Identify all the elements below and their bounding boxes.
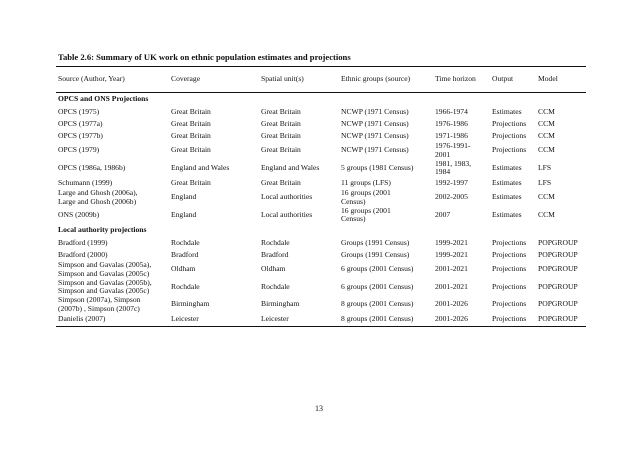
cell-time-horizon: 2001-2026 (433, 314, 490, 327)
cell-ethnic-groups: 5 groups (1981 Census) (341, 162, 414, 172)
cell-source: Bradford (1999) (58, 237, 108, 247)
cell-spatial-units: Great Britain (261, 177, 301, 187)
cell-coverage: Bradford (171, 249, 199, 259)
column-header-output: Output (490, 67, 536, 93)
table-row (56, 130, 586, 142)
cell-source: OPCS (1977b) (58, 130, 103, 140)
table-row (56, 142, 586, 160)
page-number: 13 (315, 404, 323, 413)
cell-model: POPGROUP (538, 264, 578, 274)
table-row (56, 118, 586, 130)
cell-source: Simpson and Gavalas (2005a), Simpson and Gavalas (2005c) (58, 260, 152, 278)
cell-time-horizon: 2001-2021 (435, 281, 468, 291)
cell-output: Projections (492, 145, 527, 155)
cell-spatial-units: Great Britain (261, 106, 301, 116)
cell-output: Estimates (492, 177, 522, 187)
table-row (56, 296, 586, 314)
cell-time-horizon: 2001-2026 (435, 299, 468, 309)
cell-coverage: Great Britain (171, 130, 211, 140)
cell-ethnic-groups: 8 groups (2001 Census) (341, 299, 414, 309)
cell-spatial-units: Leicester (259, 314, 339, 327)
table-row (56, 314, 586, 327)
table-body (56, 93, 586, 327)
cell-ethnic-groups: 8 groups (2001 Census) (339, 314, 433, 327)
cell-model: POPGROUP (538, 237, 578, 247)
cell-model: CCM (538, 192, 555, 202)
column-header-spatial-units: Spatial unit(s) (259, 67, 339, 93)
cell-ethnic-groups: 16 groups (2001 Census) (341, 188, 391, 206)
cell-source: OPCS (1986a, 1986b) (58, 162, 126, 172)
cell-output: Projections (492, 299, 527, 309)
cell-coverage: Great Britain (171, 177, 211, 187)
cell-spatial-units: England and Wales (261, 162, 320, 172)
cell-time-horizon: 1966-1974 (435, 106, 468, 116)
cell-model: POPGROUP (538, 249, 578, 259)
cell-model: POPGROUP (538, 281, 578, 291)
cell-time-horizon: 1999-2021 (435, 249, 468, 259)
header-row (56, 67, 586, 93)
cell-coverage: Birmingham (171, 299, 210, 309)
cell-spatial-units: Local authorities (261, 209, 313, 219)
cell-spatial-units: Bradford (261, 249, 289, 259)
cell-output: Projections (492, 118, 527, 128)
cell-output: Projections (492, 249, 527, 259)
cell-time-horizon: 2001-2021 (435, 264, 468, 274)
cell-output: Estimates (492, 162, 522, 172)
cell-coverage: Great Britain (171, 145, 211, 155)
cell-time-horizon: 1976-1991- 2001 (435, 141, 471, 159)
column-header-source: Source (Author, Year) (56, 67, 169, 93)
cell-time-horizon: 1992-1997 (435, 177, 468, 187)
cell-output: Projections (490, 314, 536, 327)
cell-spatial-units: Great Britain (261, 118, 301, 128)
cell-source: Simpson and Gavalas (2005b), Simpson and Gavalas (2005c) (58, 277, 152, 296)
section-title: Local authority projections (58, 225, 147, 235)
cell-model: LFS (538, 177, 552, 187)
table-row (56, 237, 586, 249)
cell-time-horizon: 2007 (435, 209, 451, 219)
cell-time-horizon: 2002-2005 (435, 192, 468, 202)
cell-ethnic-groups: Groups (1991 Census) (341, 249, 410, 259)
cell-coverage: Leicester (169, 314, 259, 327)
column-header-time-horizon: Time horizon (433, 67, 490, 93)
cell-spatial-units: Rochdale (261, 237, 290, 247)
cell-coverage: Oldham (171, 264, 196, 274)
cell-ethnic-groups: NCWP (1971 Census) (341, 145, 409, 155)
cell-coverage: England (171, 192, 197, 202)
section-title: OPCS and ONS Projections (58, 94, 149, 104)
cell-spatial-units: Oldham (261, 264, 286, 274)
cell-ethnic-groups: NCWP (1971 Census) (341, 130, 409, 140)
cell-source: OPCS (1977a) (58, 118, 103, 128)
cell-coverage: Great Britain (171, 106, 211, 116)
cell-source: Bradford (2000) (58, 249, 108, 259)
cell-model: LFS (538, 162, 552, 172)
cell-output: Estimates (492, 209, 522, 219)
cell-time-horizon: 1971-1986 (435, 130, 468, 140)
cell-model: POPGROUP (538, 299, 578, 309)
cell-model: CCM (538, 118, 555, 128)
cell-model: CCM (538, 130, 555, 140)
cell-model: POPGROUP (536, 314, 586, 327)
table-row (56, 207, 586, 225)
cell-ethnic-groups: 6 groups (2001 Census) (341, 264, 414, 274)
cell-output: Projections (492, 237, 527, 247)
section-header-row (56, 224, 586, 237)
cell-ethnic-groups: NCWP (1971 Census) (341, 106, 409, 116)
table-row (56, 261, 586, 279)
cell-spatial-units: Birmingham (261, 299, 300, 309)
cell-ethnic-groups: 16 groups (2001 Census) (341, 205, 391, 224)
cell-spatial-units: Local authorities (261, 192, 313, 202)
table-row (56, 106, 586, 118)
cell-source: ONS (2009b) (58, 209, 100, 219)
cell-model: CCM (538, 106, 555, 116)
cell-time-horizon: 1999-2021 (435, 237, 468, 247)
cell-ethnic-groups: 6 groups (2001 Census) (341, 281, 414, 291)
table-row (56, 189, 586, 207)
cell-model: CCM (538, 209, 555, 219)
cell-time-horizon: 1981, 1983, 1984 (435, 158, 472, 177)
cell-spatial-units: Rochdale (261, 281, 290, 291)
cell-output: Projections (492, 264, 527, 274)
cell-spatial-units: Great Britain (261, 130, 301, 140)
section-header-row (56, 93, 586, 107)
cell-output: Estimates (492, 192, 522, 202)
cell-source: OPCS (1979) (58, 145, 100, 155)
column-header-ethnic-groups: Ethnic groups (source) (339, 67, 433, 93)
cell-ethnic-groups: 11 groups (LFS) (341, 177, 391, 187)
cell-source: OPCS (1975) (58, 106, 100, 116)
cell-source: Large and Ghosh (2006a), Large and Ghosh (2006b) (58, 188, 138, 206)
table-row (56, 160, 586, 178)
cell-output: Estimates (492, 106, 522, 116)
column-header-coverage: Coverage (169, 67, 259, 93)
cell-ethnic-groups: Groups (1991 Census) (341, 237, 410, 247)
column-header-model: Model (536, 67, 586, 93)
cell-source: Danielis (2007) (56, 314, 169, 327)
ethnic-projections-table (56, 66, 586, 327)
cell-ethnic-groups: NCWP (1971 Census) (341, 118, 409, 128)
table-row (56, 279, 586, 297)
cell-coverage: Rochdale (171, 281, 200, 291)
cell-source: Simpson (2007a), Simpson (2007b) , Simpson (2007c) (58, 295, 141, 313)
cell-spatial-units: Great Britain (261, 145, 301, 155)
cell-output: Projections (492, 130, 527, 140)
cell-time-horizon: 1976-1986 (435, 118, 468, 128)
cell-coverage: England and Wales (171, 162, 230, 172)
table-caption: Table 2.6: Summary of UK work on ethnic population estimates and projections (58, 52, 351, 62)
cell-output: Projections (492, 281, 527, 291)
cell-coverage: Great Britain (171, 118, 211, 128)
cell-coverage: Rochdale (171, 237, 200, 247)
cell-source: Schumann (1999) (58, 177, 113, 187)
cell-model: CCM (538, 145, 555, 155)
cell-coverage: England (171, 209, 197, 219)
